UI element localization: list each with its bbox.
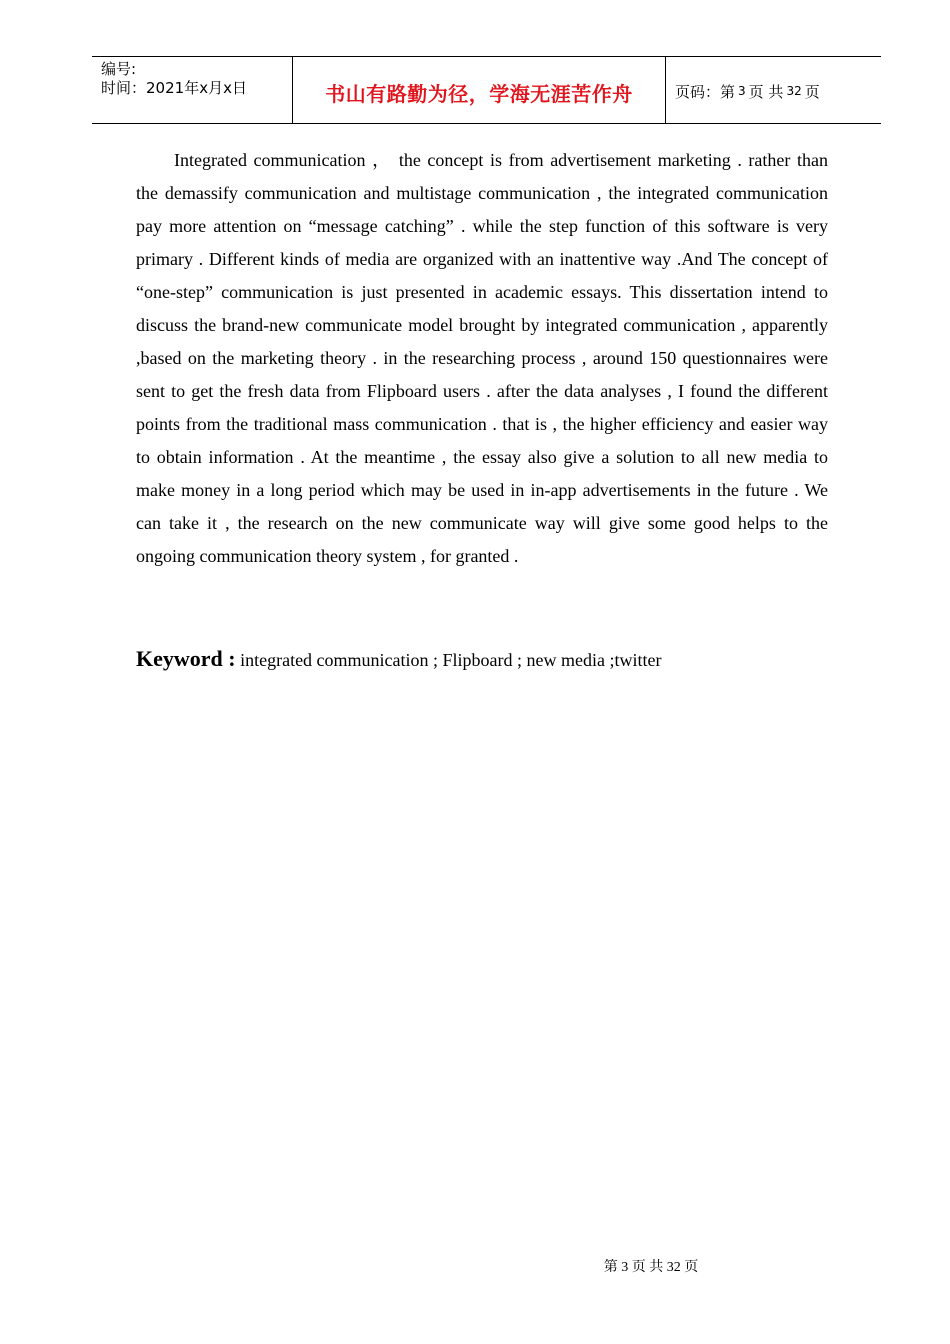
keywords-label: Keyword : [136, 646, 236, 671]
header-info-cell [92, 57, 293, 123]
page-total: 32 [786, 84, 802, 98]
page-suffix: 页 [804, 82, 820, 101]
page-header [92, 56, 881, 124]
header-page-cell [666, 57, 881, 123]
keywords-line [136, 642, 828, 677]
serial-number-label: 编号: [101, 60, 137, 78]
date-line [101, 79, 292, 98]
date-value: 2021年x月x日 [146, 79, 247, 97]
header-motto: 书山有路勤为径，学海无涯苦作舟 [325, 81, 633, 106]
page-number: 3 [738, 84, 746, 98]
date-label: 时间： [101, 79, 147, 97]
abstract-paragraph: Integrated communication ， the concept is from advertisement marketing . rather than the demassify communication and multistage communication , the integrated communication pay more attention on “message catching” . while the step function of this software is very primary . Different kinds of media are organized with an inattentive way .And The concept of “one-step” communication is just presented in academic essays. This dissertation intend to discuss the brand-new communicate model brought by integrated communication , apparently ,based on the marketing theory . in the researching process , around 150 questionnaires were sent to get the fresh data from Flipboard users . after the data analyses , I found the different points from the traditional mass communication . that is , the higher efficiency and easier way to obtain information . At the meantime , the essay also give a solution to all new media to make money in a long period which may be used in in-app advertisements in the future . We can take it , the research on the new communicate way will give some good helps to the ongoing communication theory system , for granted . [136, 150, 828, 566]
page-mid: 页 共 [748, 82, 784, 101]
page-footer: 第 3 页 共 32 页 [603, 1260, 699, 1275]
keywords-value: integrated communication ; Flipboard ; new media ;twitter [240, 650, 662, 670]
header-motto-cell [293, 57, 666, 123]
page-prefix: 页码：第 [675, 82, 736, 101]
